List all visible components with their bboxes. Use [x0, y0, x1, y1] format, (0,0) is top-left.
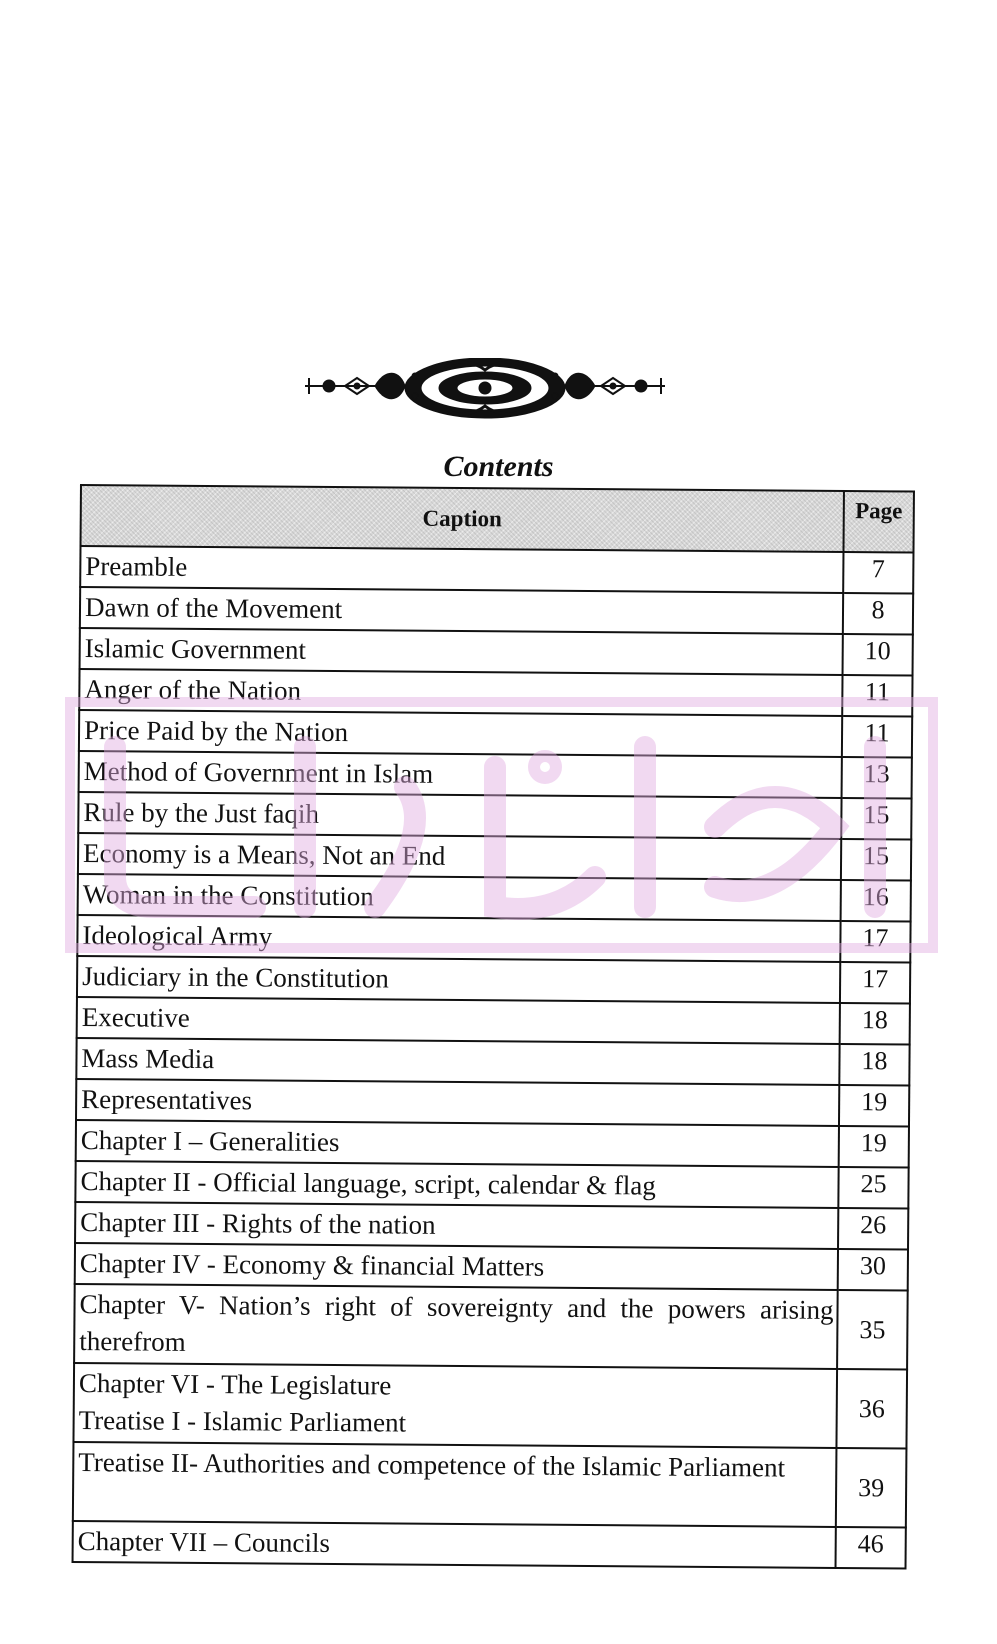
table-row	[73, 1521, 906, 1569]
caption-line: Treatise I - Islamic Parliament	[78, 1405, 407, 1438]
page-number-cell: 35	[837, 1290, 908, 1370]
table-row	[79, 710, 912, 758]
arabesque-ornament	[305, 358, 665, 454]
page-number-cell: 8	[843, 593, 913, 635]
caption-cell: Dawn of the Movement	[80, 587, 843, 634]
page-number-cell: 19	[839, 1085, 909, 1127]
table-row	[73, 1363, 907, 1449]
table-row	[80, 546, 913, 594]
caption-cell: Rule by the Just faqih	[78, 792, 841, 839]
table-row	[79, 669, 912, 717]
table-row	[75, 1202, 908, 1250]
caption-cell: Economy is a Means, Not an End	[78, 833, 841, 880]
caption-cell	[73, 1363, 837, 1448]
table-row	[75, 1243, 908, 1291]
page-number-cell: 11	[842, 716, 912, 758]
caption-cell: Chapter IV - Economy & financial Matters	[75, 1243, 838, 1290]
page-number-cell: 10	[843, 634, 913, 676]
page-number-cell: 15	[841, 798, 911, 840]
table-row	[77, 956, 910, 1004]
caption-cell: Islamic Government	[80, 628, 843, 675]
table-header-row	[81, 485, 914, 553]
table-row	[74, 1284, 908, 1370]
page-number-cell: 26	[838, 1208, 908, 1250]
table-row	[77, 997, 910, 1045]
table-row	[78, 833, 911, 881]
page-number-cell: 17	[840, 962, 910, 1004]
page-number-cell: 19	[839, 1126, 909, 1168]
caption-cell: Chapter V- Nation’s right of sovereignty and the powers arising therefrom	[74, 1284, 838, 1369]
caption-cell: Chapter I – Generalities	[76, 1120, 839, 1167]
caption-cell: Chapter II - Official language, script, calendar & flag	[75, 1161, 838, 1208]
table-row	[78, 874, 911, 922]
page-number-cell: 46	[836, 1527, 906, 1569]
page-number-cell: 30	[838, 1249, 908, 1291]
page-number-cell: 7	[843, 552, 913, 594]
page-number-cell: 13	[842, 757, 912, 799]
caption-cell: Judiciary in the Constitution	[77, 956, 840, 1003]
page-number-cell: 16	[841, 880, 911, 922]
table-row	[76, 1079, 909, 1127]
caption-cell: Executive	[77, 997, 840, 1044]
page-number-cell: 39	[836, 1448, 907, 1528]
table-row	[78, 792, 911, 840]
caption-cell: Chapter III - Rights of the nation	[75, 1202, 838, 1249]
page-number-cell: 11	[842, 675, 912, 717]
caption-cell: Treatise II- Authorities and competence of the Islamic Parliament	[73, 1442, 837, 1527]
table-row	[77, 915, 910, 963]
table-row	[76, 1120, 909, 1168]
table-row	[80, 628, 913, 676]
caption-cell: Mass Media	[76, 1038, 839, 1085]
caption-cell: Price Paid by the Nation	[79, 710, 842, 757]
page-number-cell: 18	[839, 1044, 909, 1086]
table-row	[76, 1038, 909, 1086]
caption-cell: Method of Government in Islam	[79, 751, 842, 798]
caption-cell: Representatives	[76, 1079, 839, 1126]
page-number-cell: 17	[840, 921, 910, 963]
caption-cell: Woman in the Constitution	[78, 874, 841, 921]
table-row	[75, 1161, 908, 1209]
page-number-cell: 25	[838, 1167, 908, 1209]
table-row	[79, 751, 912, 799]
page-number-cell: 36	[836, 1369, 907, 1449]
column-header-caption: Caption	[81, 485, 844, 552]
caption-cell: Preamble	[80, 546, 843, 593]
table-row	[73, 1442, 907, 1528]
page-title: Contents	[443, 450, 554, 483]
caption-line: Chapter VI - The Legislature	[78, 1368, 392, 1401]
contents-table	[72, 484, 913, 1570]
column-header-page: Page	[843, 491, 913, 553]
caption-cell: Anger of the Nation	[79, 669, 842, 716]
table-row	[80, 587, 913, 635]
caption-cell: Chapter VII – Councils	[73, 1521, 836, 1568]
page-number-cell: 18	[840, 1003, 910, 1045]
page-number-cell: 15	[841, 839, 911, 881]
caption-cell: Ideological Army	[77, 915, 840, 962]
